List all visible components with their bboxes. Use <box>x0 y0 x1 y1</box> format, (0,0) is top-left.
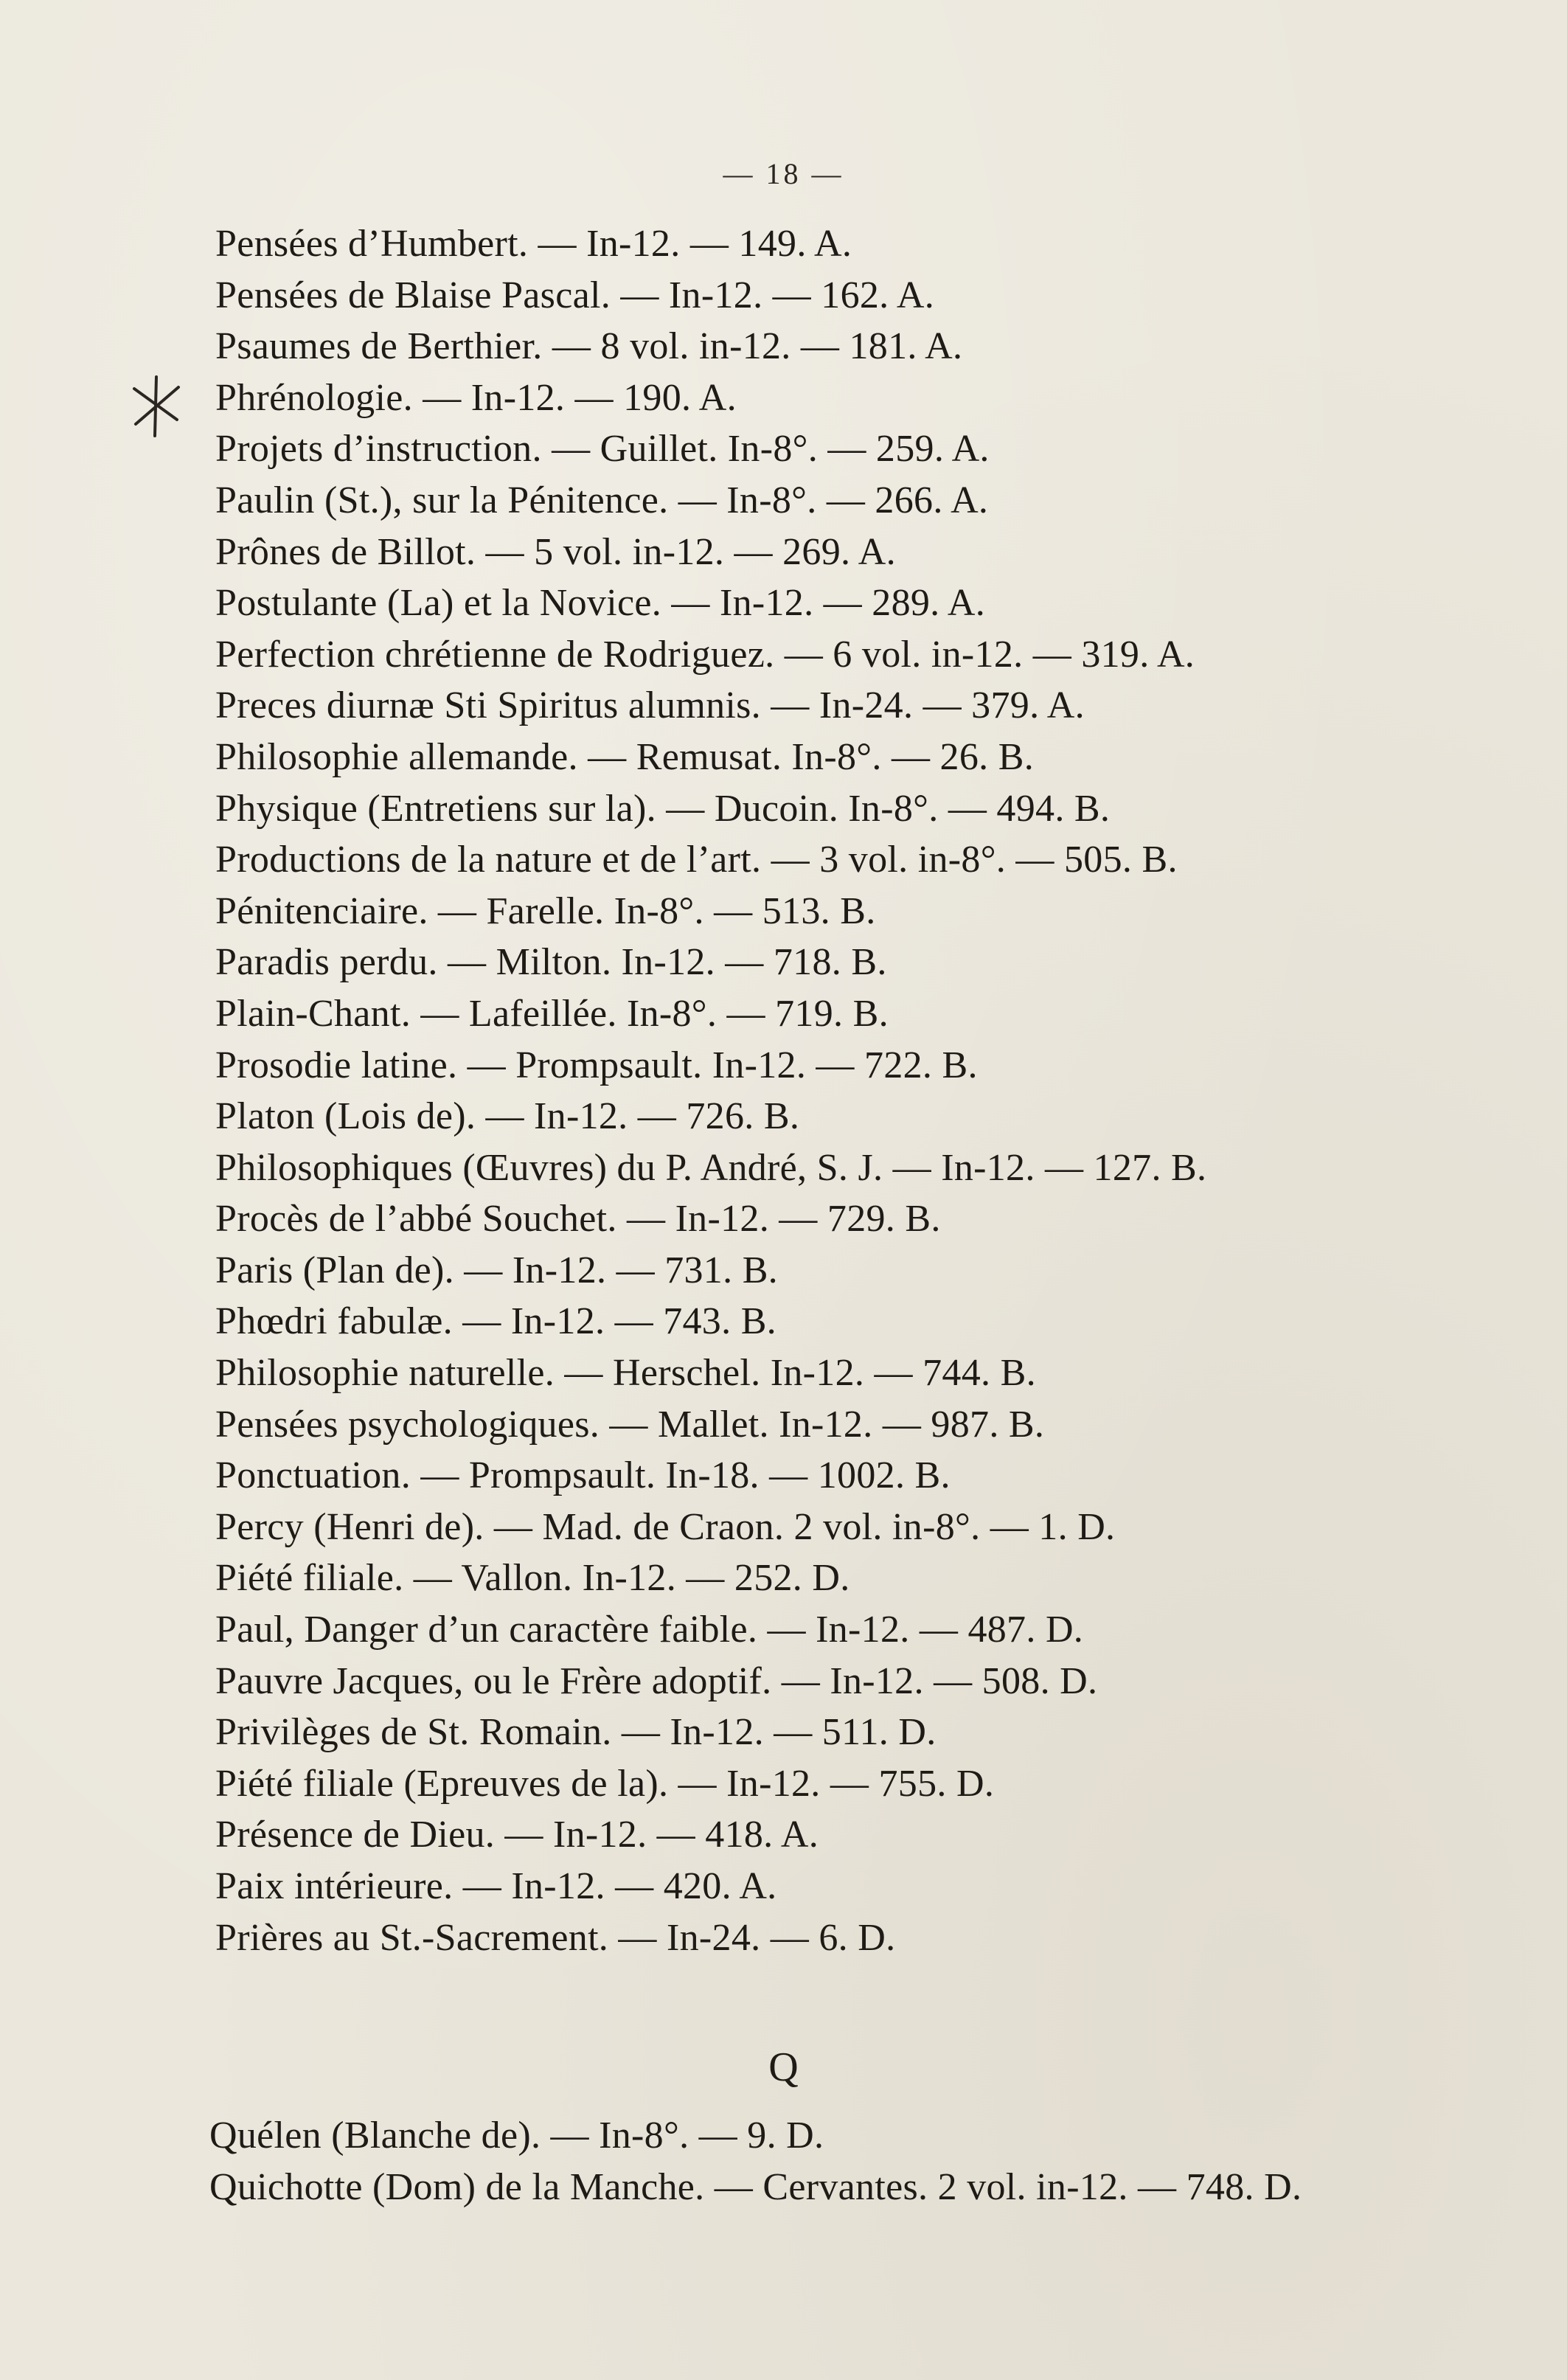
catalog-entry: Postulante (La) et la Novice. — In-12. — 289. A. <box>215 582 986 625</box>
catalog-entry: Présence de Dieu. — In-12. — 418. A. <box>215 1814 819 1856</box>
catalog-entry: Psaumes de Berthier. — 8 vol. in-12. — 181. A. <box>215 325 963 368</box>
catalog-entry: Percy (Henri de). — Mad. de Craon. 2 vol. in-8°. — 1. D. <box>215 1505 1116 1548</box>
catalog-entry: Phœdri fabulæ. — In-12. — 743. B. <box>215 1300 776 1343</box>
catalog-entry: Procès de l’abbé Souchet. — In-12. — 729. B. <box>215 1198 941 1241</box>
catalog-entry: Platon (Lois de). — In-12. — 726. B. <box>215 1095 800 1138</box>
catalog-entry: Pénitenciaire. — Farelle. In-8°. — 513. B. <box>215 889 876 932</box>
catalog-entry: Plain-Chant. — Lafeillée. In-8°. — 719. B. <box>215 992 889 1035</box>
catalog-entry: Pauvre Jacques, ou le Frère adoptif. — In-12. — 508. D. <box>215 1659 1098 1702</box>
catalog-entry: Pensées psychologiques. — Mallet. In-12. — 987. B. <box>215 1403 1045 1446</box>
catalog-entry: Quichotte (Dom) de la Manche. — Cervantes. 2 vol. in-12. — 748. D. <box>209 2165 1302 2208</box>
catalog-entry: Perfection chrétienne de Rodriguez. — 6 vol. in-12. — 319. A. <box>215 633 1195 676</box>
catalog-entry: Piété filiale. — Vallon. In-12. — 252. D. <box>215 1557 850 1600</box>
catalog-entry: Quélen (Blanche de). — In-8°. — 9. D. <box>209 2114 824 2157</box>
catalog-entries-q <box>209 2110 1493 2213</box>
catalog-entry: Prières au St.-Sacrement. — In-24. — 6. D. <box>215 1916 896 1959</box>
catalog-entry: Phrénologie. — In-12. — 190. A. <box>215 376 737 419</box>
catalog-entry: Privilèges de St. Romain. — In-12. — 511. D. <box>215 1711 937 1754</box>
catalog-entry: Projets d’instruction. — Guillet. In-8°. — 259. A. <box>215 428 990 471</box>
catalog-entry: Pensées d’Humbert. — In-12. — 149. A. <box>215 223 852 265</box>
catalog-entry: Preces diurnæ Sti Spiritus alumnis. — In-24. — 379. A. <box>215 684 1085 727</box>
catalog-entry: Paix intérieure. — In-12. — 420. A. <box>215 1865 777 1907</box>
catalog-entry: Paulin (St.), sur la Pénitence. — In-8°. — 266. A. <box>215 479 989 521</box>
catalog-entry: Philosophie allemande. — Remusat. In-8°. — 26. B. <box>215 735 1035 778</box>
catalog-entry: Physique (Entretiens sur la). — Ducoin. In-8°. — 494. B. <box>215 787 1111 830</box>
catalog-entry: Philosophiques (Œuvres) du P. André, S. J. — In-12. — 127. B. <box>215 1146 1207 1189</box>
catalog-entry: Paradis perdu. — Milton. In-12. — 718. B. <box>215 941 887 984</box>
catalog-entries-p <box>215 218 1484 1963</box>
asterisk-icon <box>127 372 186 439</box>
page-number: — 18 — <box>723 157 844 190</box>
section-letter-heading: Q <box>768 2044 799 2090</box>
catalog-entry: Ponctuation. — Prompsault. In-18. — 1002. B. <box>215 1454 951 1497</box>
catalog-entry: Philosophie naturelle. — Herschel. In-12. — 744. B. <box>215 1352 1036 1395</box>
catalog-entry: Piété filiale (Epreuves de la). — In-12. — 755. D. <box>215 1762 995 1805</box>
catalog-entry: Pensées de Blaise Pascal. — In-12. — 162. A. <box>215 274 935 316</box>
catalog-entry: Paul, Danger d’un caractère faible. — In-12. — 487. D. <box>215 1609 1084 1651</box>
catalog-entry: Prônes de Billot. — 5 vol. in-12. — 269. A. <box>215 530 896 573</box>
catalog-entry: Productions de la nature et de l’art. — 3 vol. in-8°. — 505. B. <box>215 839 1178 881</box>
catalog-entry: Paris (Plan de). — In-12. — 731. B. <box>215 1249 778 1291</box>
catalog-entry: Prosodie latine. — Prompsault. In-12. — 722. B. <box>215 1044 978 1086</box>
